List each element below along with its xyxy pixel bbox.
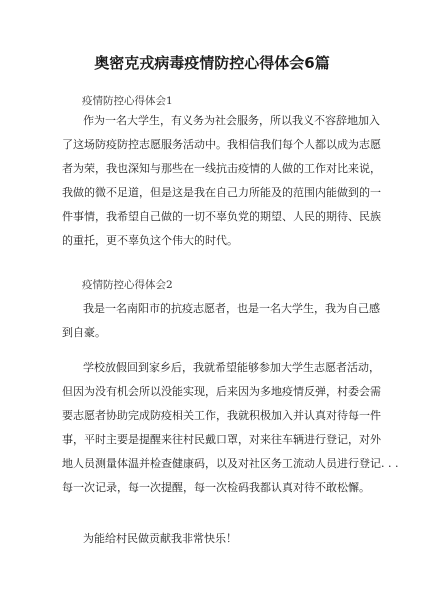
section-2-heading: 疫情防控心得体会2 (82, 279, 173, 291)
section-1-line-1: 作为一名大学生，有义务为社会服务，所以我义不容辞地加入 (83, 114, 380, 127)
section-2-p2-line-5: 地人员测量体温并检查健康码，以及对社区务工流动人员进行登记. . . (62, 457, 399, 470)
section-1-heading: 疫情防控心得体会1 (82, 95, 173, 107)
section-2-p2-line-2: 但因为没有机会所以没能实现，后来因为多地疫情反弹，村委会需 (62, 385, 381, 398)
section-1-line-5: 件事情，我希望自己做的一切不辜负党的期望、人民的期待、民族 (62, 210, 381, 223)
section-2-p1-line-2: 到自豪。 (62, 326, 106, 339)
section-2-p2-line-1: 学校放假回到家乡后，我就希望能够参加大学生志愿者活动， (83, 361, 380, 374)
section-2-p2-line-3: 要志愿者协助完成防疫相关工作，我就积极加入并认真对待每一件 (62, 409, 381, 422)
section-2-p1-line-1: 我是一名南阳市的抗疫志愿者，也是一名大学生，我为自己感 (83, 302, 380, 315)
section-2-p3-line-1: 为能给村民做贡献我非常快乐！ (83, 532, 237, 545)
section-2-p2-line-6: 每一次记录，每一次提醒，每一次检码我都认真对待不敢松懈。 (62, 481, 370, 494)
document-title: 奥密克戎病毒疫情防控心得体会6篇 (94, 54, 330, 72)
section-2-paragraph-3 (62, 527, 368, 551)
section-1-line-2: 了这场防疫防控志愿服务活动中。我相信我们每个人都以成为志愿 (62, 138, 381, 151)
section-1-line-3: 者为荣，我也深知与那些在一线抗击疫情的人做的工作对比来说， (62, 162, 381, 175)
section-1-paragraph (62, 109, 381, 253)
section-2-paragraph-2 (62, 356, 399, 500)
section-1-line-6: 的重托，更不辜负这个伟大的时代。 (62, 234, 238, 247)
section-2-paragraph-1 (62, 297, 380, 345)
section-2-p2-line-4: 事，平时主要是提醒来往村民戴口罩，对来往车辆进行登记，对外 (62, 433, 381, 446)
section-1-line-4: 我做的微不足道，但是这是我在自己力所能及的范围内能做到的一 (62, 186, 381, 199)
